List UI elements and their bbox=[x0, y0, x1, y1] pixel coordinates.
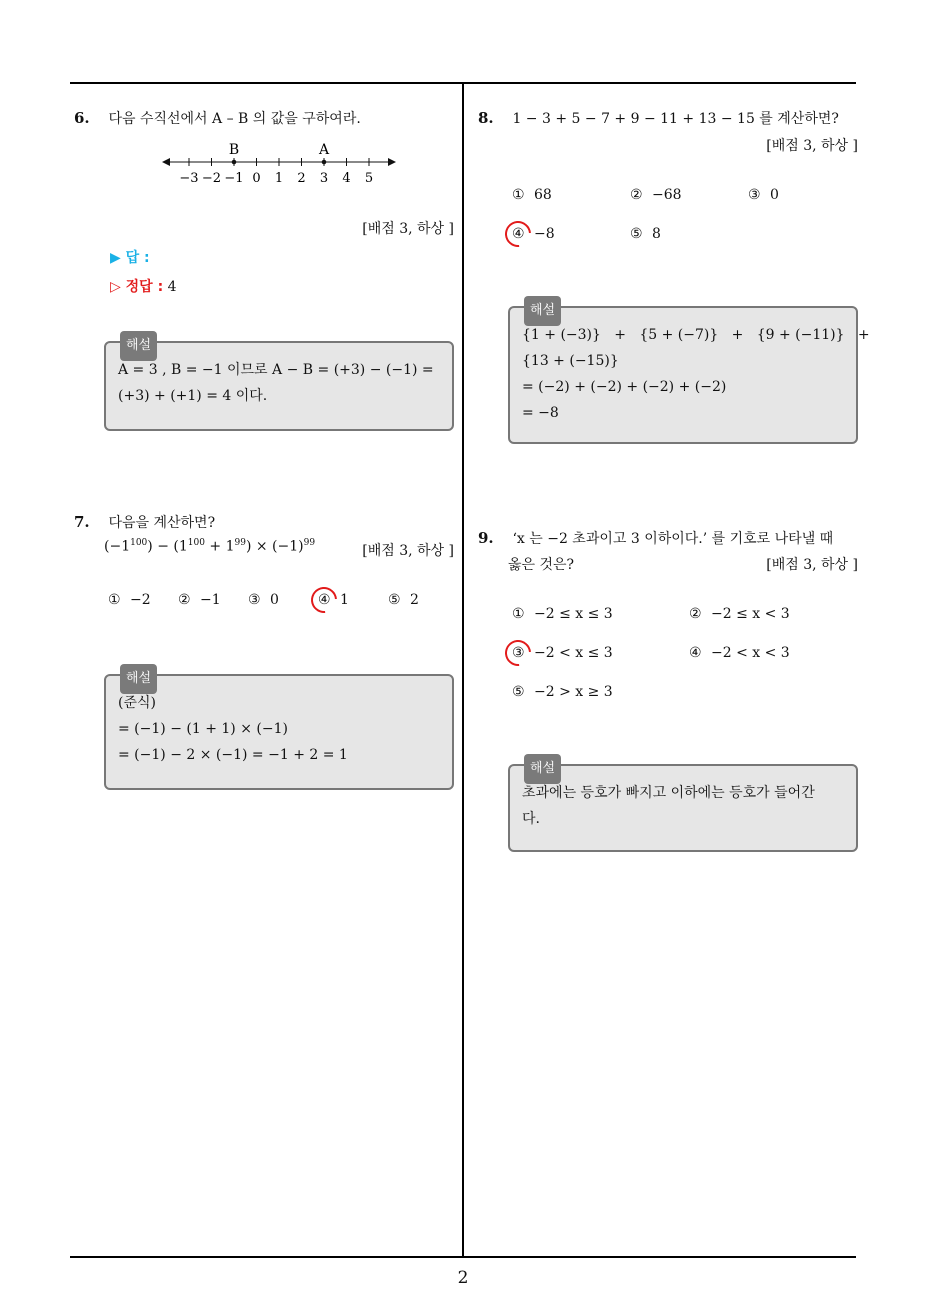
number-line-tick-label: 3 bbox=[319, 171, 329, 186]
choice-value: −68 bbox=[652, 187, 682, 203]
question-meta: [배점 3, 하상 ] bbox=[362, 221, 454, 237]
choice-value: 8 bbox=[652, 226, 661, 242]
choice-1[interactable] bbox=[512, 606, 613, 622]
column-divider bbox=[462, 83, 464, 1258]
choice-2[interactable] bbox=[178, 592, 221, 608]
explanation-line: A = 3 , B = −1 이므로 A − B = (+3) − (−1) = bbox=[118, 362, 434, 378]
question-9 bbox=[478, 528, 858, 827]
question-7-stem bbox=[74, 512, 454, 532]
question-meta: [배점 3, 하상 ] bbox=[362, 543, 454, 559]
choice-value: −2 < x < 3 bbox=[711, 645, 790, 661]
bottom-rule bbox=[70, 1256, 856, 1258]
choice-value: −2 ≤ x < 3 bbox=[711, 606, 790, 622]
expr-exponent: 99 bbox=[234, 538, 246, 548]
choice-2[interactable] bbox=[630, 187, 682, 203]
point-a-label: A bbox=[318, 142, 330, 158]
question-8-stem bbox=[478, 108, 858, 128]
choice-value: −8 bbox=[534, 226, 555, 242]
explanation-box bbox=[104, 338, 454, 431]
explanation-line: {13 + (−15)} bbox=[522, 353, 619, 369]
answer-label: ▶ 답 : bbox=[110, 250, 150, 266]
correct-label: ▷ 정답 : bbox=[110, 279, 164, 295]
choice-mark: ③ bbox=[748, 187, 761, 203]
choice-4[interactable] bbox=[512, 226, 555, 242]
explanation-line: = −8 bbox=[522, 405, 559, 421]
choice-mark-text: ④ bbox=[318, 592, 331, 608]
choice-mark bbox=[318, 592, 340, 608]
explanation-box bbox=[508, 303, 870, 444]
choice-value: 1 bbox=[340, 592, 349, 608]
choice-mark-text: ③ bbox=[512, 645, 525, 661]
choice-3[interactable] bbox=[248, 592, 279, 608]
choice-4[interactable] bbox=[689, 645, 790, 661]
choice-value: −2 > x ≥ 3 bbox=[534, 684, 613, 700]
explanation-box bbox=[508, 761, 858, 852]
question-9-stem bbox=[478, 528, 858, 548]
explanation-line: = (−2) + (−2) + (−2) + (−2) bbox=[522, 379, 727, 395]
expr-exponent: 99 bbox=[303, 538, 316, 548]
number-line-tick-label: −1 bbox=[224, 171, 244, 186]
question-6 bbox=[74, 108, 454, 404]
expr-part: + 1 bbox=[204, 538, 235, 555]
explanation-tag: 해설 bbox=[120, 331, 157, 361]
point-a-dot bbox=[322, 160, 327, 165]
choice-value: 2 bbox=[410, 592, 419, 608]
choice-4[interactable] bbox=[318, 592, 349, 608]
choice-value: 0 bbox=[770, 187, 779, 203]
choice-5[interactable] bbox=[630, 226, 661, 242]
selected-circle-icon bbox=[306, 582, 343, 619]
number-line-tick-label: 4 bbox=[342, 171, 351, 186]
choice-mark: ① bbox=[512, 187, 525, 203]
explanation-line: {1 + (−3)} + {5 + (−7)} + {9 + (−11)} + bbox=[522, 327, 870, 343]
choice-mark: ① bbox=[108, 592, 121, 608]
question-text: 다음 수직선에서 A – B 의 값을 구하여라. bbox=[108, 111, 361, 127]
question-number: 8. bbox=[478, 109, 494, 127]
choice-mark bbox=[512, 645, 534, 661]
question-6-stem bbox=[74, 108, 454, 128]
question-text: 1 − 3 + 5 − 7 + 9 − 11 + 13 − 15 를 계산하면? bbox=[512, 111, 839, 127]
selected-circle-icon bbox=[500, 216, 537, 253]
choice-1[interactable] bbox=[108, 592, 151, 608]
selected-circle-icon bbox=[500, 635, 537, 672]
question-text-line-2: 옳은 것은? bbox=[508, 557, 575, 573]
arrow-right-icon bbox=[388, 158, 396, 166]
choice-mark bbox=[512, 226, 534, 242]
choice-mark: ④ bbox=[689, 645, 702, 661]
explanation-line: (+3) + (+1) = 4 이다. bbox=[118, 388, 268, 404]
choice-mark: ② bbox=[178, 592, 191, 608]
choice-1[interactable] bbox=[512, 187, 552, 203]
explanation-line: 초과에는 등호가 빠지고 이하에는 등호가 들어간 bbox=[522, 785, 815, 801]
choice-mark: ② bbox=[689, 606, 702, 622]
choice-mark: ⑤ bbox=[630, 226, 643, 242]
choice-value: −1 bbox=[200, 592, 221, 608]
point-b-label: B bbox=[228, 142, 240, 158]
choice-3[interactable] bbox=[512, 645, 613, 661]
question-text: ‘x 는 −2 초과이고 3 이하이다.’ 를 기호로 나타낼 때 bbox=[512, 531, 834, 547]
choice-mark: ③ bbox=[248, 592, 261, 608]
choice-value: 68 bbox=[534, 187, 552, 203]
choice-mark: ① bbox=[512, 606, 525, 622]
number-line-tick-label: −3 bbox=[179, 171, 199, 186]
question-number: 9. bbox=[478, 529, 494, 547]
question-meta: [배점 3, 하상 ] bbox=[766, 138, 858, 154]
explanation-line: = (−1) − (1 + 1) × (−1) bbox=[118, 721, 288, 737]
number-line bbox=[162, 142, 412, 190]
expr-part: ) × (−1) bbox=[245, 538, 304, 555]
number-line-tick-label: −2 bbox=[201, 171, 222, 186]
question-7-expression bbox=[104, 538, 315, 555]
choice-3[interactable] bbox=[748, 187, 779, 203]
explanation-tag: 해설 bbox=[120, 664, 157, 694]
page-number: 2 bbox=[457, 1268, 469, 1288]
expr-part: (−1 bbox=[104, 538, 131, 555]
choice-value: −2 < x ≤ 3 bbox=[534, 645, 613, 661]
number-line-tick-label: 1 bbox=[274, 171, 284, 186]
arrow-left-icon bbox=[162, 158, 170, 166]
question-text: 다음을 계산하면? bbox=[108, 515, 216, 531]
choice-2[interactable] bbox=[689, 606, 790, 622]
explanation-line: (준식) bbox=[118, 695, 156, 711]
explanation-line: = (−1) − 2 × (−1) = −1 + 2 = 1 bbox=[118, 747, 348, 763]
number-line-tick-label: 5 bbox=[364, 171, 374, 186]
explanation-tag: 해설 bbox=[524, 754, 561, 784]
question-8 bbox=[478, 108, 870, 421]
question-7 bbox=[74, 512, 454, 763]
number-line-tick-label: 0 bbox=[252, 171, 261, 186]
explanation-box bbox=[104, 671, 454, 790]
choice-5[interactable] bbox=[388, 592, 419, 608]
answer-line bbox=[110, 247, 150, 267]
choice-mark-text: ④ bbox=[512, 226, 525, 242]
choice-value: 0 bbox=[270, 592, 279, 608]
point-b-dot bbox=[232, 160, 237, 165]
expr-part: ) − (1 bbox=[147, 538, 188, 555]
explanation-tag: 해설 bbox=[524, 296, 561, 326]
explanation-line: 다. bbox=[522, 811, 540, 827]
expr-exponent: 100 bbox=[187, 538, 205, 548]
correct-value: 4 bbox=[167, 279, 177, 295]
choice-value: −2 ≤ x ≤ 3 bbox=[534, 606, 613, 622]
question-meta: [배점 3, 하상 ] bbox=[766, 557, 858, 573]
correct-answer-line bbox=[110, 276, 177, 296]
choice-5[interactable] bbox=[512, 684, 613, 700]
number-line-tick-label: 2 bbox=[297, 171, 306, 186]
question-number: 6. bbox=[74, 109, 90, 127]
choice-value: −2 bbox=[130, 592, 151, 608]
question-number: 7. bbox=[74, 513, 90, 531]
choice-mark: ② bbox=[630, 187, 643, 203]
expr-exponent: 100 bbox=[130, 538, 148, 548]
choice-mark: ⑤ bbox=[388, 592, 401, 608]
choice-mark: ⑤ bbox=[512, 684, 525, 700]
